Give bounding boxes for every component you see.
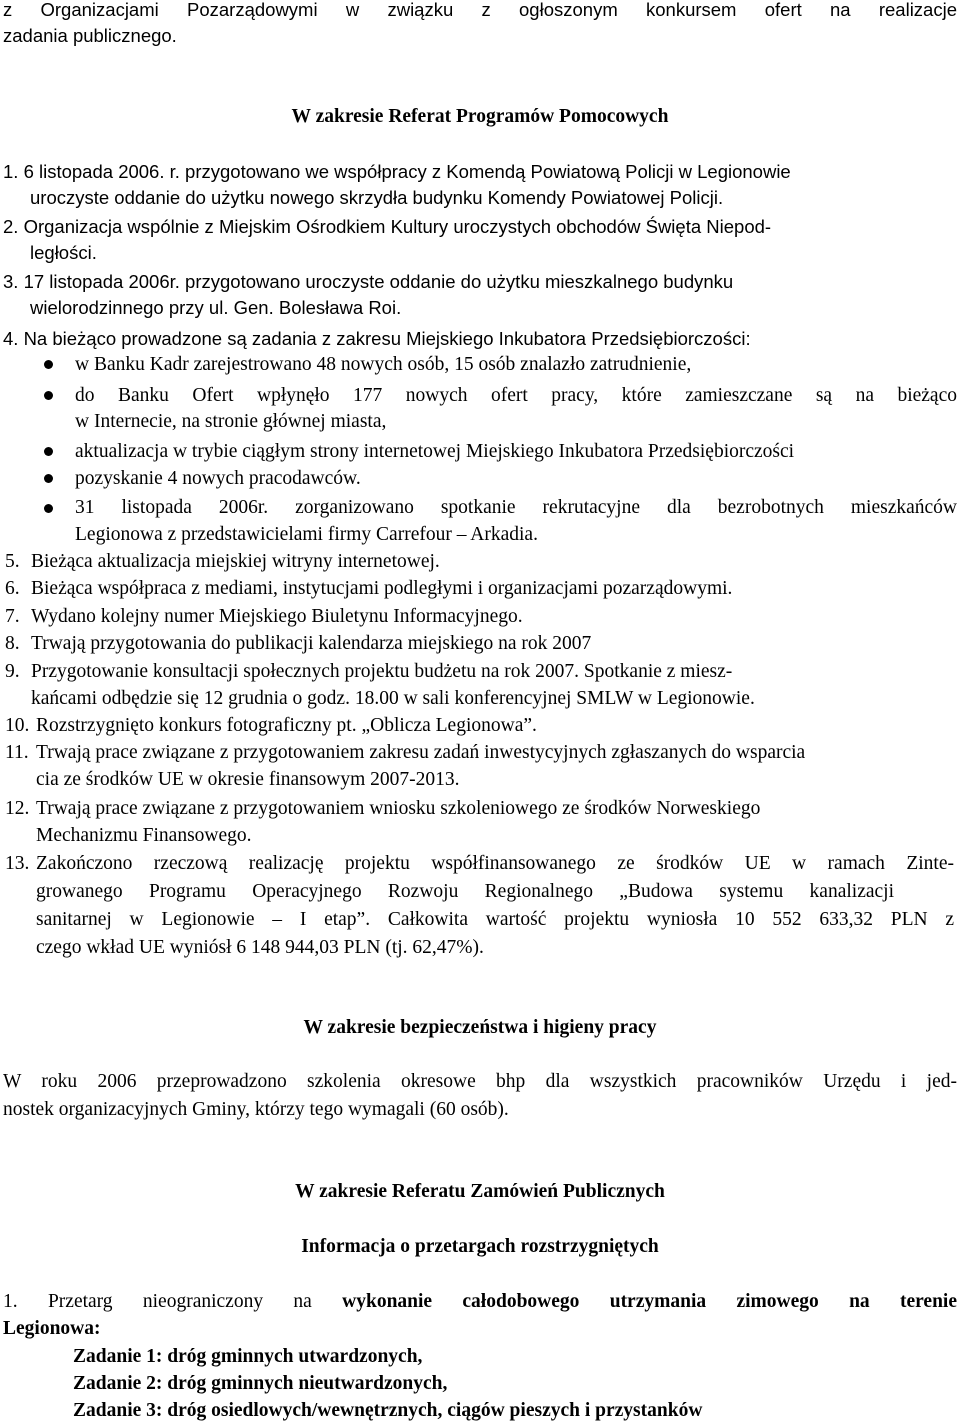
item-7: Wydano kolejny numer Miejskiego Biuletynu Informacyjnego. bbox=[31, 606, 523, 627]
section-subheading-tenders: Informacja o przetargach rozstrzygniętych bbox=[301, 1236, 659, 1257]
item-3-line-1: 3. 17 listopada 2006r. przygotowano uroczyste oddanie do użytku mieszkalnego budynku bbox=[3, 271, 734, 292]
intro-line-2: zadania publicznego. bbox=[3, 25, 177, 46]
bullet-dot-icon bbox=[44, 447, 53, 456]
item-2-line-1: 2. Organizacja wspólnie z Miejskim Ośrodkiem Kultury uroczystych obchodów Święta Niepod- bbox=[3, 216, 772, 237]
item-number: 11. bbox=[5, 742, 29, 763]
item-2-line-2: ległości. bbox=[30, 242, 97, 263]
item-9-line-2: kańcami odbędzie się 12 grudnia o godz. 18.00 w sali konferencyjnej SMLW w Legionowie. bbox=[31, 688, 755, 709]
item-11-line-1: Trwają prace związane z przygotowaniem zakresu zadań inwestycyjnych zgłaszanych do wsparcia bbox=[36, 742, 806, 763]
tender-task-2: Zadanie 2: dróg gminnych nieutwardzonych, bbox=[73, 1373, 448, 1394]
item-number: 13. bbox=[5, 853, 30, 874]
item-9-line-1: Przygotowanie konsultacji społecznych projektu budżetu na rok 2007. Spotkanie z miesz- bbox=[31, 661, 733, 682]
bullet-5-line-2: Legionowa z przedstawicielami firmy Carrefour – Arkadia. bbox=[75, 524, 538, 545]
bullet-dot-icon bbox=[44, 360, 53, 369]
section-heading-programs: W zakresie Referat Programów Pomocowych bbox=[291, 106, 669, 127]
intro-line-1: z Organizacjami Pozarządowymi w związku z ogłoszonym konkursem ofert na realizacje bbox=[3, 0, 957, 20]
bullet-dot-icon bbox=[44, 474, 53, 483]
tender-1-subject: wykonanie całodobowego utrzymania zimowego na terenie bbox=[342, 1291, 958, 1312]
item-13-line-3: sanitarnej w Legionowie – I etap”. Całkowita wartość projektu wyniosła 10 552 633,32 PLN z bbox=[36, 909, 954, 930]
item-11-line-2: cia ze środków UE w okresie finansowym 2007-2013. bbox=[36, 769, 460, 790]
tender-task-3: Zadanie 3: dróg osiedlowych/wewnętrznych, ciągów pieszych i przystanków bbox=[73, 1400, 703, 1421]
tender-1-line-1 bbox=[3, 1289, 957, 1315]
bullet-1: w Banku Kadr zarejestrowano 48 nowych osób, 15 osób znalazło zatrudnienie, bbox=[75, 354, 692, 375]
item-1-line-1: 1. 6 listopada 2006. r. przygotowano we współpracy z Komendą Powiatową Policji w Legionowie bbox=[3, 161, 791, 182]
item-10: Rozstrzygnięto konkurs fotograficzny pt. „Oblicza Legionowa”. bbox=[36, 715, 537, 736]
bhp-paragraph-line-1: W roku 2006 przeprowadzono szkolenia okresowe bhp dla wszystkich pracowników Urzędu i jed- bbox=[3, 1071, 957, 1092]
section-heading-bhp: W zakresie bezpieczeństwa i higieny pracy bbox=[303, 1017, 657, 1038]
item-number: 9. bbox=[5, 661, 20, 682]
bullet-4: pozyskanie 4 nowych pracodawców. bbox=[75, 468, 361, 489]
bullet-dot-icon bbox=[44, 504, 53, 513]
item-12-line-2: Mechanizmu Finansowego. bbox=[36, 825, 252, 846]
bullet-dot-icon bbox=[44, 391, 53, 400]
item-13-line-1: Zakończono rzeczową realizację projektu współfinansowanego ze środków UE w ramach Zinte- bbox=[36, 853, 954, 874]
bullet-3: aktualizacja w trybie ciągłym strony internetowej Miejskiego Inkubatora Przedsiębiorczości bbox=[75, 441, 795, 462]
item-3-line-2: wielorodzinnego przy ul. Gen. Bolesława Roi. bbox=[30, 297, 402, 318]
section-heading-procurement: W zakresie Referatu Zamówień Publicznych bbox=[295, 1181, 665, 1202]
item-4-line-1: 4. Na bieżąco prowadzone są zadania z zakresu Miejskiego Inkubatora Przedsiębiorczości: bbox=[3, 328, 751, 349]
item-number: 5. bbox=[5, 551, 20, 572]
item-13-line-4: czego wkład UE wyniósł 6 148 944,03 PLN (tj. 62,47%). bbox=[36, 937, 484, 958]
bhp-paragraph-line-2: nostek organizacyjnych Gminy, którzy tego wymagali (60 osób). bbox=[3, 1099, 509, 1120]
bullet-5-line-1: 31 listopada 2006r. zorganizowano spotkanie rekrutacyjne dla bezrobotnych mieszkańców bbox=[75, 497, 957, 518]
item-number: 8. bbox=[5, 633, 20, 654]
item-number: 10. bbox=[5, 715, 30, 736]
bullet-2-line-2: w Internecie, na stronie głównej miasta, bbox=[75, 411, 387, 432]
item-12-line-1: Trwają prace związane z przygotowaniem wniosku szkoleniowego ze środków Norweskiego bbox=[36, 798, 761, 819]
tender-1-line-2: Legionowa: bbox=[3, 1318, 101, 1339]
item-number: 6. bbox=[5, 578, 20, 599]
item-1-line-2: uroczyste oddanie do użytku nowego skrzydła budynku Komendy Powiatowej Policji. bbox=[30, 187, 724, 208]
bullet-2-line-1: do Banku Ofert wpłynęło 177 nowych ofert pracy, które zamieszczane są na bieżąco bbox=[75, 385, 957, 406]
item-5: Bieżąca aktualizacja miejskiej witryny internetowej. bbox=[31, 551, 440, 572]
tender-task-1: Zadanie 1: dróg gminnych utwardzonych, bbox=[73, 1346, 423, 1367]
item-6: Bieżąca współpraca z mediami, instytucjami podległymi i organizacjami pozarządowymi. bbox=[31, 578, 733, 599]
tender-1-prefix: 1. Przetarg nieograniczony na bbox=[3, 1291, 312, 1312]
item-13-line-2: growanego Programu Operacyjnego Rozwoju Regionalnego „Budowa systemu kanalizacji bbox=[36, 881, 894, 902]
item-8: Trwają przygotowania do publikacji kalendarza miejskiego na rok 2007 bbox=[31, 633, 592, 654]
item-number: 7. bbox=[5, 606, 20, 627]
item-number: 12. bbox=[5, 798, 30, 819]
